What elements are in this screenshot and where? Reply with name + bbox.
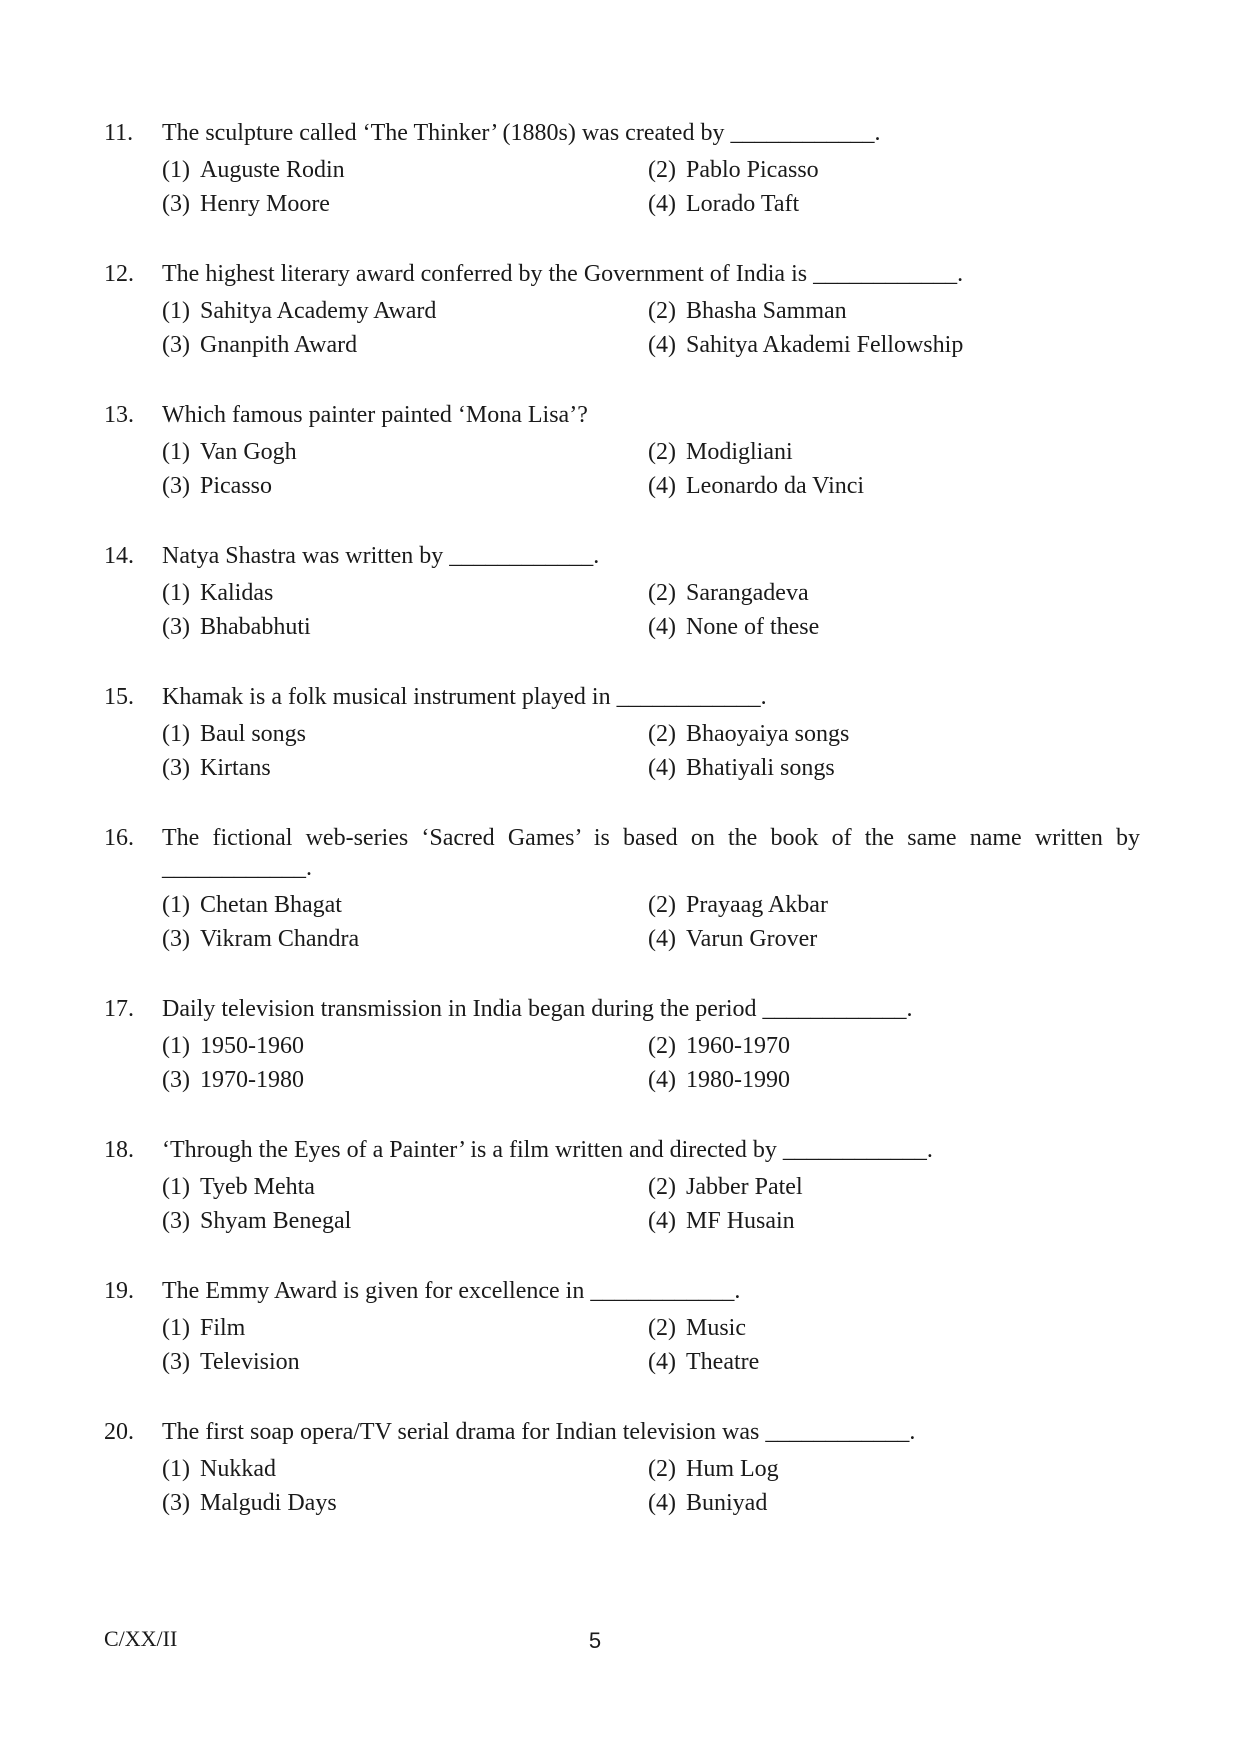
option-1: (1) Van Gogh bbox=[162, 439, 297, 465]
question-number: 12. bbox=[104, 261, 134, 287]
options-grid bbox=[104, 888, 1140, 956]
question-12 bbox=[104, 257, 1140, 362]
options-grid bbox=[104, 1029, 1140, 1097]
option-3: (3) Gnanpith Award bbox=[162, 332, 358, 358]
question-18 bbox=[104, 1133, 1140, 1238]
option-1: (1) Kalidas bbox=[162, 580, 274, 606]
option-2: (2) 1960-1970 bbox=[648, 1033, 790, 1059]
page-number: 5 bbox=[588, 1628, 602, 1653]
question-text-continued: ____________. bbox=[162, 855, 312, 881]
options-grid bbox=[104, 294, 1140, 362]
question-text: Khamak is a folk musical instrument played in ____________. bbox=[162, 684, 767, 710]
option-1: (1) Film bbox=[162, 1315, 246, 1341]
option-3: (3) Vikram Chandra bbox=[162, 926, 360, 952]
option-3: (3) Kirtans bbox=[162, 755, 271, 781]
question-number: 20. bbox=[104, 1419, 134, 1445]
options-grid bbox=[104, 717, 1140, 785]
option-3: (3) Malgudi Days bbox=[162, 1490, 337, 1516]
question-text: Daily television transmission in India began during the period ____________. bbox=[162, 996, 913, 1022]
option-4: (4) Bhatiyali songs bbox=[648, 755, 835, 781]
option-2: (2) Music bbox=[648, 1315, 746, 1341]
question-text: Natya Shastra was written by ____________. bbox=[162, 543, 600, 569]
question-number: 16. bbox=[104, 825, 134, 851]
option-1: (1) Baul songs bbox=[162, 721, 307, 747]
option-2: (2) Prayaag Akbar bbox=[648, 892, 828, 918]
option-2: (2) Jabber Patel bbox=[648, 1174, 803, 1200]
option-1: (1) Auguste Rodin bbox=[162, 157, 345, 183]
options-grid bbox=[104, 1452, 1140, 1520]
option-4: (4) Buniyad bbox=[648, 1490, 768, 1516]
question-15 bbox=[104, 680, 1140, 785]
question-19 bbox=[104, 1274, 1140, 1379]
option-4: (4) None of these bbox=[648, 614, 820, 640]
question-text: The fictional web-series ‘Sacred Games’ is based on the book of the same name written by bbox=[162, 825, 1140, 851]
question-text: ‘Through the Eyes of a Painter’ is a film written and directed by ____________. bbox=[162, 1137, 933, 1163]
option-2: (2) Hum Log bbox=[648, 1456, 779, 1482]
question-text: The first soap opera/TV serial drama for Indian television was ____________. bbox=[162, 1419, 916, 1445]
option-4: (4) 1980-1990 bbox=[648, 1067, 790, 1093]
question-17 bbox=[104, 992, 1140, 1097]
option-1: (1) Nukkad bbox=[162, 1456, 276, 1482]
option-3: (3) Shyam Benegal bbox=[162, 1208, 352, 1234]
option-1: (1) 1950-1960 bbox=[162, 1033, 304, 1059]
question-text: The highest literary award conferred by the Government of India is ____________. bbox=[162, 261, 964, 287]
question-13 bbox=[104, 398, 1140, 503]
option-3: (3) Picasso bbox=[162, 473, 272, 499]
options-grid bbox=[104, 435, 1140, 503]
options-grid bbox=[104, 1311, 1140, 1379]
question-text: The sculpture called ‘The Thinker’ (1880s) was created by ____________. bbox=[162, 120, 881, 146]
options-grid bbox=[104, 1170, 1140, 1238]
question-number: 13. bbox=[104, 402, 134, 428]
question-number: 15. bbox=[104, 684, 134, 710]
option-2: (2) Sarangadeva bbox=[648, 580, 809, 606]
options-grid bbox=[104, 153, 1140, 221]
option-4: (4) Theatre bbox=[648, 1349, 760, 1375]
option-4: (4) Varun Grover bbox=[648, 926, 818, 952]
option-3: (3) Bhababhuti bbox=[162, 614, 311, 640]
question-text: The Emmy Award is given for excellence in ____________. bbox=[162, 1278, 741, 1304]
question-number: 19. bbox=[104, 1278, 134, 1304]
option-2: (2) Pablo Picasso bbox=[648, 157, 819, 183]
question-number: 14. bbox=[104, 543, 134, 569]
question-11 bbox=[104, 116, 1140, 221]
option-1: (1) Tyeb Mehta bbox=[162, 1174, 315, 1200]
question-14 bbox=[104, 539, 1140, 644]
question-number: 11. bbox=[104, 120, 134, 146]
question-list bbox=[104, 116, 1140, 1556]
option-2: (2) Bhasha Samman bbox=[648, 298, 847, 324]
question-20 bbox=[104, 1415, 1140, 1520]
question-text: Which famous painter painted ‘Mona Lisa’? bbox=[162, 402, 588, 428]
options-grid bbox=[104, 576, 1140, 644]
option-1: (1) Sahitya Academy Award bbox=[162, 298, 437, 324]
option-3: (3) Television bbox=[162, 1349, 300, 1375]
option-4: (4) MF Husain bbox=[648, 1208, 795, 1234]
option-4: (4) Leonardo da Vinci bbox=[648, 473, 865, 499]
question-16 bbox=[104, 821, 1140, 956]
option-1: (1) Chetan Bhagat bbox=[162, 892, 342, 918]
paper-code: C/XX/II bbox=[104, 1626, 178, 1651]
option-4: (4) Sahitya Akademi Fellowship bbox=[648, 332, 964, 358]
option-4: (4) Lorado Taft bbox=[648, 191, 800, 217]
question-number: 18. bbox=[104, 1137, 134, 1163]
option-2: (2) Bhaoyaiya songs bbox=[648, 721, 850, 747]
option-2: (2) Modigliani bbox=[648, 439, 793, 465]
option-3: (3) Henry Moore bbox=[162, 191, 330, 217]
option-3: (3) 1970-1980 bbox=[162, 1067, 304, 1093]
question-number: 17. bbox=[104, 996, 134, 1022]
